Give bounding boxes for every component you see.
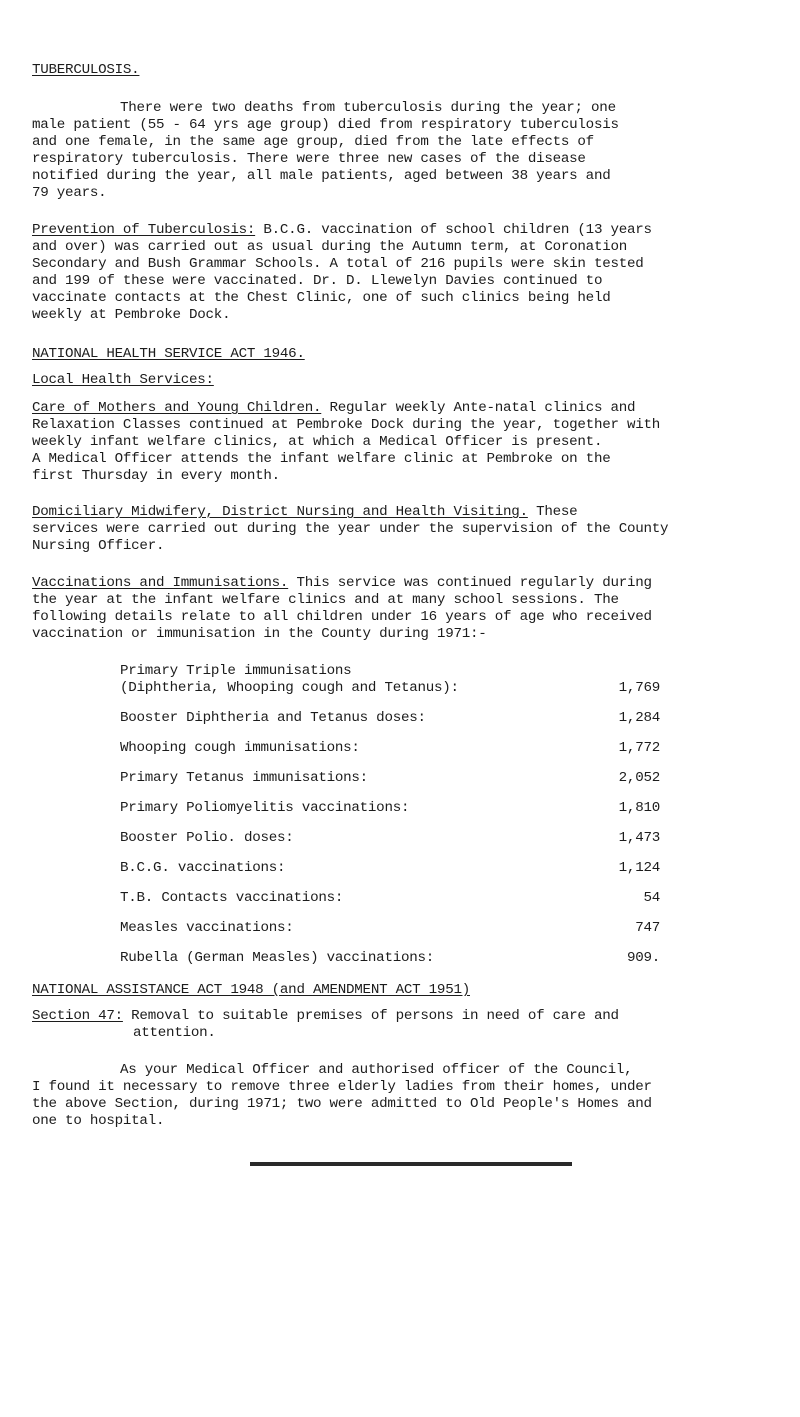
section-47-first-line xyxy=(32,1008,619,1025)
table-row xyxy=(120,680,660,697)
closing-rule xyxy=(250,1162,572,1166)
prevention-paragraph-line: weekly at Pembroke Dock. xyxy=(32,307,231,323)
table-row xyxy=(120,710,660,727)
section-47-text: Removal to suitable premises of persons in need of care and xyxy=(122,1008,619,1024)
tuberculosis-paragraph-line: male patient (55 - 64 yrs age group) died from respiratory tuberculosis xyxy=(32,117,619,133)
vaccinations-paragraph-first-line xyxy=(32,575,652,592)
table-row-label: Primary Tetanus immunisations: xyxy=(120,770,368,786)
table-row-value: 1,284 xyxy=(618,710,660,726)
table-row-label: Rubella (German Measles) vaccinations: xyxy=(120,950,435,966)
removal-paragraph-line: I found it necessary to remove three elderly ladies from their homes, under xyxy=(32,1079,652,1095)
table-row xyxy=(120,740,660,757)
tuberculosis-paragraph-line: notified during the year, all male patients, aged between 38 years and xyxy=(32,168,611,184)
vaccinations-text: This service was continued regularly during xyxy=(288,575,652,591)
table-row-label: (Diphtheria, Whooping cough and Tetanus): xyxy=(120,680,459,696)
table-row-value: 1,810 xyxy=(618,800,660,816)
removal-paragraph-line: the above Section, during 1971; two were admitted to Old People's Homes and xyxy=(32,1096,652,1112)
tuberculosis-paragraph-line: There were two deaths from tuberculosis during the year; one xyxy=(120,100,616,116)
table-row-value: 1,124 xyxy=(618,860,660,876)
table-row-value: 54 xyxy=(643,890,660,906)
section-47-line: attention. xyxy=(133,1025,216,1041)
table-row-value: 1,473 xyxy=(618,830,660,846)
prevention-paragraph-line: Secondary and Bush Grammar Schools. A total of 216 pupils were skin tested xyxy=(32,256,644,272)
table-row xyxy=(120,770,660,787)
table-row-value: 909. xyxy=(626,950,660,966)
mothers-paragraph-line: Relaxation Classes continued at Pembroke Dock during the year, together with xyxy=(32,417,661,433)
table-row-value: 1,769 xyxy=(618,680,660,696)
section-47-label: Section 47: xyxy=(32,1008,123,1024)
domiciliary-paragraph-line: services were carried out during the year under the supervision of the County xyxy=(32,521,669,537)
table-row-label: Measles vaccinations: xyxy=(120,920,294,936)
mothers-paragraph-line: A Medical Officer attends the infant welfare clinic at Pembroke on the xyxy=(32,451,611,467)
mothers-paragraph-first-line xyxy=(32,400,635,417)
vaccinations-paragraph-line: vaccination or immunisation in the County during 1971:- xyxy=(32,626,487,642)
domiciliary-paragraph-first-line xyxy=(32,504,577,521)
prevention-text: B.C.G. vaccination of school children (13 years xyxy=(255,222,652,238)
vaccinations-label: Vaccinations and Immunisations. xyxy=(32,575,289,591)
table-row-value: 747 xyxy=(635,920,660,936)
prevention-label: Prevention of Tuberculosis: xyxy=(32,222,256,238)
mothers-paragraph-line: weekly infant welfare clinics, at which a Medical Officer is present. xyxy=(32,434,603,450)
table-row-label: Primary Poliomyelitis vaccinations: xyxy=(120,800,410,816)
domiciliary-text: These xyxy=(527,504,578,520)
table-row xyxy=(120,663,660,680)
prevention-paragraph-line: and 199 of these were vaccinated. Dr. D. Llewelyn Davies continued to xyxy=(32,273,603,289)
table-row-label: T.B. Contacts vaccinations: xyxy=(120,890,344,906)
domiciliary-paragraph-line: Nursing Officer. xyxy=(32,538,165,554)
vaccinations-paragraph-line: following details relate to all children under 16 years of age who received xyxy=(32,609,652,625)
table-row xyxy=(120,800,660,817)
tuberculosis-paragraph-line: 79 years. xyxy=(32,185,107,201)
mothers-text: Regular weekly Ante-natal clinics and xyxy=(321,400,636,416)
table-row xyxy=(120,890,660,907)
mothers-label: Care of Mothers and Young Children. xyxy=(32,400,322,416)
prevention-paragraph-line: and over) was carried out as usual during the Autumn term, at Coronation xyxy=(32,239,627,255)
removal-paragraph-line: one to hospital. xyxy=(32,1113,165,1129)
removal-paragraph-line: As your Medical Officer and authorised officer of the Council, xyxy=(120,1062,633,1078)
table-row-label: Booster Polio. doses: xyxy=(120,830,294,846)
table-row-value: 2,052 xyxy=(618,770,660,786)
domiciliary-label: Domiciliary Midwifery, District Nursing and Health Visiting. xyxy=(32,504,528,520)
table-row-label: Whooping cough immunisations: xyxy=(120,740,360,756)
table-row xyxy=(120,830,660,847)
local-health-services-subheading: Local Health Services: xyxy=(32,372,214,388)
prevention-paragraph-line: vaccinate contacts at the Chest Clinic, one of such clinics being held xyxy=(32,290,611,306)
tuberculosis-heading: TUBERCULOSIS. xyxy=(32,62,140,78)
prevention-paragraph-first-line xyxy=(32,222,652,239)
table-row-value: 1,772 xyxy=(618,740,660,756)
table-row-label: Primary Triple immunisations xyxy=(120,663,352,679)
mothers-paragraph-line: first Thursday in every month. xyxy=(32,468,280,484)
table-row xyxy=(120,860,660,877)
nhs-act-heading: NATIONAL HEALTH SERVICE ACT 1946. xyxy=(32,346,305,362)
table-row-label: B.C.G. vaccinations: xyxy=(120,860,286,876)
national-assistance-act-heading: NATIONAL ASSISTANCE ACT 1948 (and AMENDMENT ACT 1951) xyxy=(32,982,470,998)
table-row xyxy=(120,950,660,967)
table-row-label: Booster Diphtheria and Tetanus doses: xyxy=(120,710,426,726)
tuberculosis-paragraph-line: and one female, in the same age group, died from the late effects of xyxy=(32,134,594,150)
tuberculosis-paragraph-line: respiratory tuberculosis. There were three new cases of the disease xyxy=(32,151,586,167)
vaccinations-paragraph-line: the year at the infant welfare clinics and at many school sessions. The xyxy=(32,592,619,608)
table-row xyxy=(120,920,660,937)
